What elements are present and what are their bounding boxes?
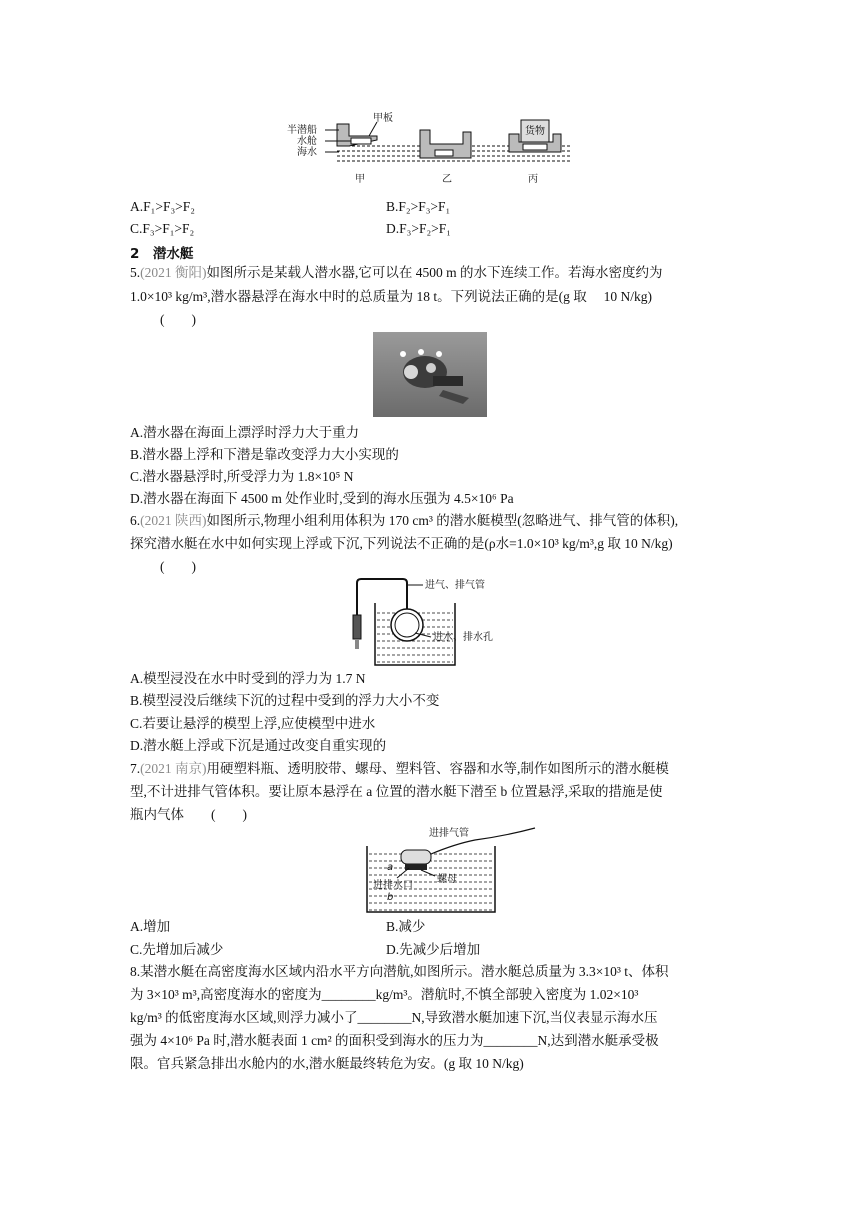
bottle-submarine-figure	[365, 824, 545, 914]
q8-line3: kg/m³ 的低密度海水区域,则浮力减小了________N,导致潜水艇加速下沉,当仪表显示海水压	[130, 1010, 658, 1025]
label-sea: 海水	[297, 147, 317, 158]
label-cargo: 货物	[525, 126, 545, 137]
q4-option-a: A.F₁>F₃>F₂	[130, 199, 195, 214]
label-water-hole: 进水、排水孔	[433, 632, 493, 643]
semi-submersible-figure	[285, 110, 575, 190]
q8-line2: 为 3×10³ m³,高密度海水的密度为________kg/m³。潜航时,不慎全部驶入密度为 1.02×10³	[130, 987, 639, 1002]
q7-option-d: D.先减少后增加	[386, 942, 481, 957]
label-air-pipe: 进气、排气管	[425, 580, 485, 591]
q7-line1: 7.(2021 南京)用硬塑料瓶、透明胶带、螺母、塑料管、容器和水等,制作如图所示的潜水艇模	[130, 761, 669, 776]
q5-option-d: D.潜水器在海面下 4500 m 处作业时,受到的海水压强为 4.5×10⁶ Pa	[130, 491, 514, 506]
q8-line5: 限。官兵紧急排出水舱内的水,潜水艇最终转危为安。(g 取 10 N/kg)	[130, 1056, 524, 1071]
label-a: a	[387, 862, 394, 873]
label-yi: 乙	[442, 174, 452, 185]
q5-line2: 1.0×10³ kg/m³,潜水器悬浮在海水中时的总质量为 18 t。下列说法正确的是(g 取 10 N/kg)	[130, 289, 652, 304]
q6-option-c: C.若要让悬浮的模型上浮,应使模型中进水	[130, 716, 376, 731]
q6-option-a: A.模型浸没在水中时受到的浮力为 1.7 N	[130, 671, 366, 686]
q7-option-a: A.增加	[130, 919, 171, 934]
label-ship: 半潜船	[287, 125, 317, 136]
q6-answer-blank: ( )	[160, 559, 196, 574]
label-jia: 甲	[355, 174, 365, 185]
q8-line1: 8.某潜水艇在高密度海水区域内沿水平方向潜航,如图所示。潜水艇总质量为 3.3×10³ t、体积	[130, 964, 669, 979]
label-inlet: 进排水口	[373, 880, 413, 891]
q5-option-a: A.潜水器在海面上漂浮时浮力大于重力	[130, 425, 360, 440]
q5-answer-blank: ( )	[160, 312, 196, 327]
q6-option-d: D.潜水艇上浮或下沉是通过改变自重实现的	[130, 738, 387, 753]
submarine-model-figure	[345, 575, 525, 667]
label-nut: 螺母	[437, 874, 457, 885]
q8-line4: 强为 4×10⁶ Pa 时,潜水艇表面 1 cm² 的面积受到海水的压力为________N,达到潜水艇承受极	[130, 1033, 659, 1048]
q4-option-d: D.F₃>F₂>F₁	[386, 221, 451, 236]
q6-option-b: B.模型浸没后继续下沉的过程中受到的浮力大小不变	[130, 693, 440, 708]
q6-line1: 6.(2021 陕西)如图所示,物理小组利用体积为 170 cm³ 的潜水艇模型(忽略进气、排气管的体积),	[130, 513, 679, 528]
q7-line2: 型,不计进排气管体积。要让原本悬浮在 a 位置的潜水艇下潜至 b 位置悬浮,采取的措施是使	[130, 784, 663, 799]
section-heading: 2 潜水艇	[130, 246, 194, 262]
q7-line3: 瓶内气体 ( )	[130, 807, 247, 822]
q5-option-b: B.潜水器上浮和下潜是靠改变浮力大小实现的	[130, 447, 399, 462]
label-air-tube: 进排气管	[429, 828, 469, 839]
q5-option-c: C.潜水器悬浮时,所受浮力为 1.8×10⁵ N	[130, 469, 354, 484]
label-b: b	[387, 892, 394, 903]
label-deck: 甲板	[373, 113, 393, 124]
q4-option-b: B.F₂>F₃>F₁	[386, 199, 451, 214]
submersible-photo	[373, 332, 487, 417]
label-bing: 丙	[528, 174, 538, 185]
q4-option-c: C.F₃>F₁>F₂	[130, 221, 195, 236]
q6-line2: 探究潜水艇在水中如何实现上浮或下沉,下列说法不正确的是(ρ水=1.0×10³ kg/m³,g 取 10 N/kg)	[130, 536, 673, 551]
label-tank: 水舱	[297, 136, 317, 147]
q7-option-b: B.减少	[386, 919, 426, 934]
q5-line1: 5.(2021 衡阳)如图所示是某载人潜水器,它可以在 4500 m 的水下连续工作。若海水密度约为	[130, 265, 663, 280]
q7-option-c: C.先增加后减少	[130, 942, 224, 957]
